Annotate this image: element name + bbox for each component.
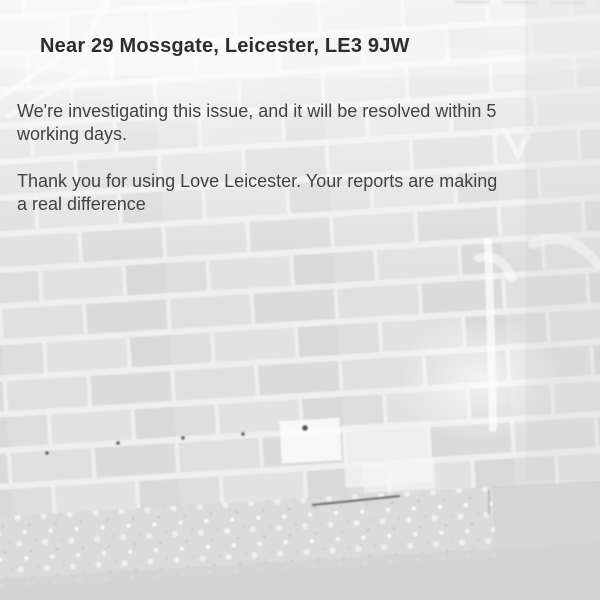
status-paragraph-thanks — [17, 170, 592, 215]
report-location-header — [17, 12, 577, 81]
status-line-3: Thank you for using Love Leicester. Your reports are making — [17, 171, 498, 191]
status-line-1: We're investigating this issue, and it will be resolved within 5 — [17, 101, 497, 121]
status-line-2: working days. — [17, 123, 128, 144]
report-location-title: Near 29 Mossgate, Leicester, LE3 9JW — [40, 35, 410, 57]
status-line-4: a real difference — [17, 193, 146, 214]
status-paragraph-resolution — [17, 100, 592, 145]
status-message — [17, 100, 592, 240]
